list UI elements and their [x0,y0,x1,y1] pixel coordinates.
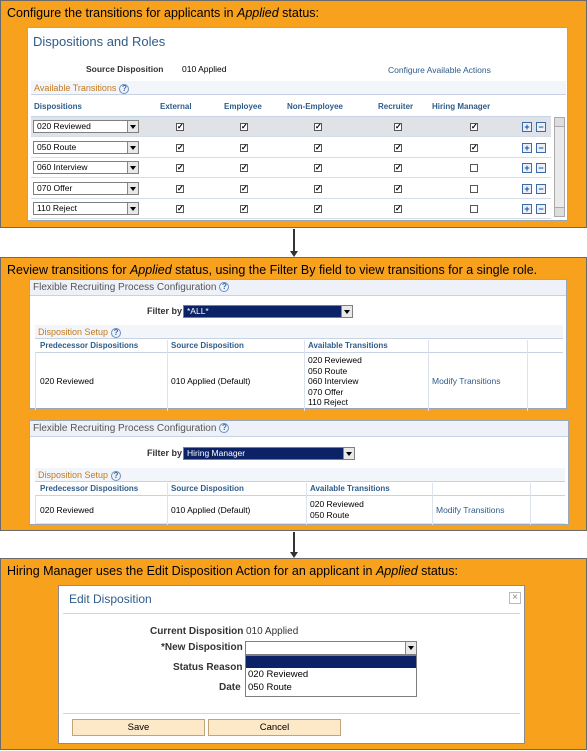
source-disposition-value: 010 Applied [182,64,227,74]
new-disposition-label: *New Disposition [161,642,243,653]
help-icon[interactable]: ? [111,328,121,338]
transition-checkbox[interactable]: ✓ [241,163,248,172]
transition-checkbox[interactable]: ✓ [241,122,248,131]
disposition-select[interactable]: 070 Offer [33,182,139,195]
predecessor-value: 020 Reviewed [40,505,94,515]
transition-checkbox[interactable]: ✓ [395,183,402,193]
transition-checkbox[interactable]: ✓ [395,163,402,172]
col-employee: Employee [224,102,262,111]
transition-checkbox[interactable]: ✓ [177,204,184,213]
table-row [31,199,551,219]
table-row [31,117,551,137]
close-icon[interactable]: × [509,592,521,604]
transition-checkbox[interactable] [470,185,478,193]
delete-row-icon[interactable]: − [536,204,546,214]
add-row-icon[interactable]: + [522,184,532,194]
option-blank[interactable] [246,656,416,668]
filter-all-screenshot [29,279,567,409]
status-reason-label: Status Reason [173,662,243,673]
delete-row-icon[interactable]: − [536,143,546,153]
col-hiring-manager: Hiring Manager [432,102,491,111]
filter-by-select[interactable]: Hiring Manager [183,447,355,460]
transition-checkbox[interactable]: ✓ [241,142,248,152]
available-transitions-list: 020 Reviewed 050 Route 060 Interview 070 Offer 110 Reject [308,355,362,407]
transition-checkbox[interactable]: ✓ [315,204,322,213]
transition-checkbox[interactable] [470,205,478,213]
source-disposition-label: Source Disposition [86,64,164,74]
current-disposition-value: 010 Applied [246,626,299,637]
predecessor-value: 020 Reviewed [40,376,94,386]
transition-checkbox[interactable]: ✓ [471,142,478,152]
disposition-select[interactable]: 060 Interview [33,161,139,174]
add-row-icon[interactable]: + [522,204,532,214]
table-row [31,158,551,178]
panel-edit-disposition [0,558,587,750]
transition-checkbox[interactable]: ✓ [315,163,322,172]
table-row [31,179,551,199]
save-button[interactable]: Save [72,719,205,736]
delete-row-icon[interactable]: − [536,122,546,132]
transition-checkbox[interactable]: ✓ [177,122,184,131]
transitions-grid [28,117,569,222]
down-arrow-2 [290,532,298,558]
modify-transitions-link[interactable]: Modify Transitions [436,505,505,515]
scroll-down-arrow[interactable] [555,207,564,216]
source-value: 010 Applied (Default) [171,505,251,515]
new-disposition-options [245,655,417,697]
panel1-title: Configure the transitions for applicants in Applied status: [7,6,319,20]
col-dispositions: Dispositions [34,102,83,111]
transition-checkbox[interactable]: ✓ [177,183,184,193]
cancel-button[interactable]: Cancel [208,719,341,736]
date-label: Date [219,682,241,693]
transition-checkbox[interactable]: ✓ [395,204,402,213]
add-row-icon[interactable]: + [522,163,532,173]
transition-checkbox[interactable]: ✓ [177,163,184,172]
transition-checkbox[interactable]: ✓ [395,142,402,152]
scroll-up-arrow[interactable] [555,118,564,127]
new-disposition-select[interactable] [245,641,417,655]
down-arrow-1 [290,229,298,257]
disposition-select[interactable]: 050 Route [33,141,139,154]
panel3-title: Hiring Manager uses the Edit Disposition Action for an applicant in Applied status: [7,564,458,578]
transition-checkbox[interactable]: ✓ [315,122,322,131]
available-transitions-list: 020 Reviewed 050 Route [310,499,364,520]
transition-checkbox[interactable]: ✓ [177,142,184,152]
disposition-select[interactable]: 110 Reject [33,202,139,215]
current-disposition-label: Current Disposition [150,626,244,637]
available-transitions-header: Available Transitions ? [31,81,566,95]
help-icon[interactable]: ? [119,84,129,94]
col-predecessor: Predecessor Dispositions [40,341,139,350]
table-row [31,138,551,158]
dialog-divider [63,613,520,614]
frp-config-heading: Flexible Recruiting Process Configuration ? [30,280,566,296]
dispositions-roles-screenshot [27,27,568,221]
filter-by-label: Filter by [147,448,183,458]
col-external: External [160,102,192,111]
col-source: Source Disposition [171,484,244,493]
frp-config-heading: Flexible Recruiting Process Configuration ? [30,421,568,437]
disposition-select[interactable]: 020 Reviewed [33,120,139,133]
button-divider [63,713,520,714]
transition-checkbox[interactable]: ✓ [241,204,248,213]
option-020-reviewed[interactable]: 020 Reviewed [248,669,309,680]
transition-checkbox[interactable] [470,164,478,172]
panel2-title: Review transitions for Applied status, using the Filter By field to view transitions for a single role. [7,263,538,277]
configure-available-actions-link[interactable]: Configure Available Actions [388,65,491,75]
option-050-route[interactable]: 050 Route [248,682,292,693]
transition-checkbox[interactable]: ✓ [471,122,478,131]
col-recruiter: Recruiter [378,102,414,111]
filter-hiring-manager-screenshot [29,420,569,525]
col-non-employee: Non-Employee [287,102,344,111]
panel-configure-transitions [0,0,587,228]
panel-review-transitions [0,257,587,531]
page-title: Dispositions and Roles [33,34,166,49]
col-source: Source Disposition [171,341,244,350]
source-value: 010 Applied (Default) [171,376,251,386]
col-predecessor: Predecessor Dispositions [40,484,139,493]
disposition-setup-header: Disposition Setup ? [35,468,565,482]
disposition-setup-header: Disposition Setup ? [35,325,563,339]
add-row-icon[interactable]: + [522,122,532,132]
delete-row-icon[interactable]: − [536,184,546,194]
transition-checkbox[interactable]: ✓ [241,183,248,193]
grid-scrollbar[interactable] [554,117,565,217]
transition-checkbox[interactable]: ✓ [315,183,322,193]
modify-transitions-link[interactable]: Modify Transitions [432,376,501,386]
help-icon[interactable]: ? [219,423,229,433]
dialog-title: Edit Disposition [69,592,152,606]
filter-by-label: Filter by [147,306,183,316]
edit-disposition-dialog [58,585,525,744]
help-icon[interactable]: ? [111,471,121,481]
transition-checkbox[interactable]: ✓ [315,142,322,152]
col-available: Available Transitions [308,341,388,350]
transition-checkbox[interactable]: ✓ [395,122,402,131]
delete-row-icon[interactable]: − [536,163,546,173]
help-icon[interactable]: ? [219,282,229,292]
filter-by-select[interactable]: *ALL* [183,305,353,318]
add-row-icon[interactable]: + [522,143,532,153]
col-available: Available Transitions [310,484,390,493]
